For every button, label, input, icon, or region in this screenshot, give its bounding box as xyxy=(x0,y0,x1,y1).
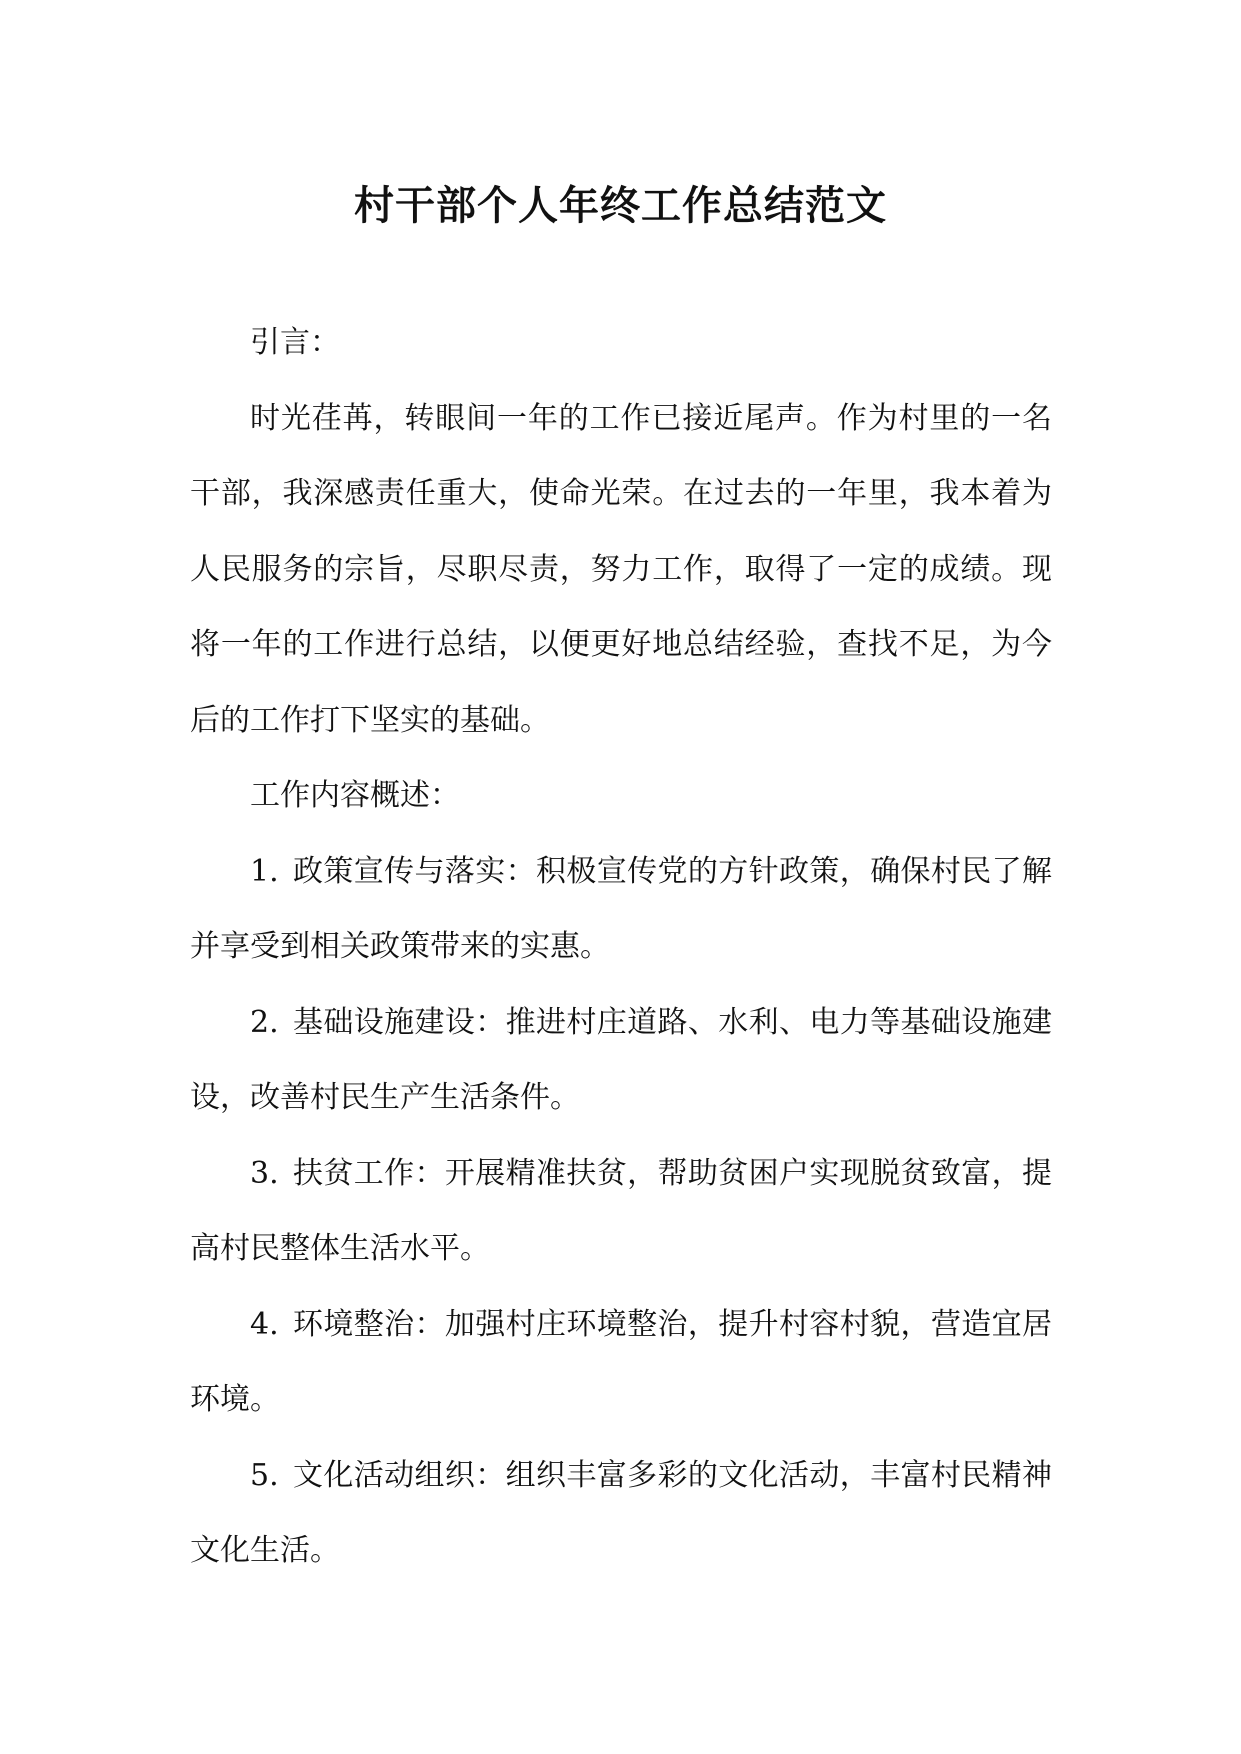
list-item xyxy=(190,834,1052,985)
intro-paragraph: 时光荏苒，转眼间一年的工作已接近尾声。作为村里的一名干部，我深感责任重大，使命光荣。在过去的一年里，我本着为人民服务的宗旨，尽职尽责，努力工作，取得了一定的成绩。现将一年的工作进行总结，以便更好地总结经验，查找不足，为今后的工作打下坚实的基础。 xyxy=(190,400,1052,738)
list-item-number: 5. xyxy=(250,1457,279,1493)
list-item xyxy=(190,1287,1052,1438)
list-item-number: 3. xyxy=(250,1155,279,1191)
list-item-number: 2. xyxy=(250,1004,279,1040)
list-item xyxy=(190,985,1052,1136)
intro-heading: 引言： xyxy=(250,325,340,360)
list-item-text: 环境整治：加强村庄环境整治，提升村容村貌，营造宜居环境。 xyxy=(190,1306,1052,1417)
list-item-number: 4. xyxy=(250,1306,279,1342)
list-item-number: 1. xyxy=(250,853,279,889)
list-item-text: 基础设施建设：推进村庄道路、水利、电力等基础设施建设，改善村民生产生活条件。 xyxy=(190,1004,1052,1115)
list-item-text: 扶贫工作：开展精准扶贫，帮助贫困户实现脱贫致富，提高村民整体生活水平。 xyxy=(190,1155,1052,1266)
list-item-text: 文化活动组织：组织丰富多彩的文化活动，丰富村民精神文化生活。 xyxy=(190,1457,1052,1568)
document-title: 村干部个人年终工作总结范文 xyxy=(354,182,887,229)
document-body xyxy=(190,305,1052,1589)
list-item-text: 政策宣传与落实：积极宣传党的方针政策，确保村民了解并享受到相关政策带来的实惠。 xyxy=(190,853,1052,964)
overview-heading: 工作内容概述： xyxy=(250,778,460,813)
list-item xyxy=(190,1136,1052,1287)
list-item xyxy=(190,1438,1052,1589)
